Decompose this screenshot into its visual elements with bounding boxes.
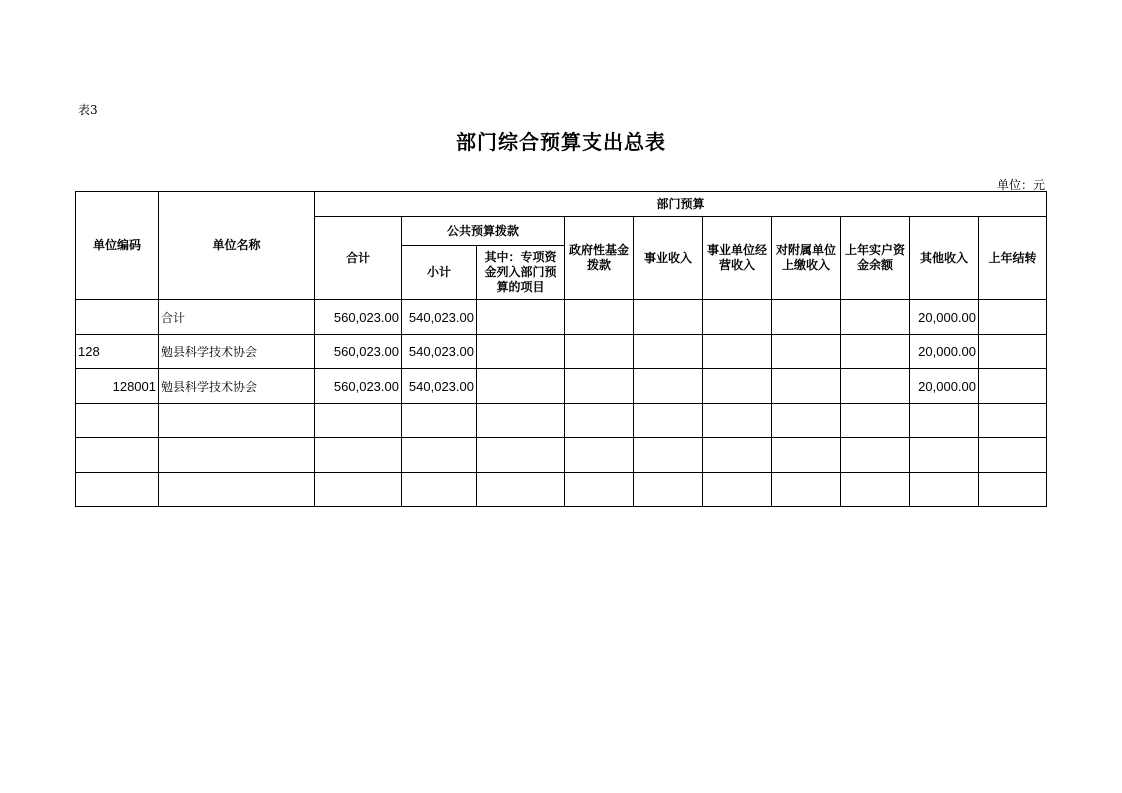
header-gov-fund: 政府性基金拨款 xyxy=(565,217,634,300)
header-business-income: 事业单位经营收入 xyxy=(703,217,772,300)
cell-subtotal: 540,023.00 xyxy=(402,369,477,404)
header-affiliate-income: 对附属单位上缴收入 xyxy=(772,217,841,300)
cell-empty xyxy=(634,300,703,335)
cell-empty xyxy=(772,369,841,404)
header-special-fund: 其中：专项资金列入部门预算的项目 xyxy=(477,246,565,300)
cell-empty xyxy=(703,335,772,369)
cell-name: 合计 xyxy=(159,300,315,335)
header-carryover: 上年结转 xyxy=(979,217,1047,300)
cell-subtotal: 540,023.00 xyxy=(402,335,477,369)
cell-name: 勉县科学技术协会 xyxy=(159,369,315,404)
cell-other-income: 20,000.00 xyxy=(910,369,979,404)
cell-code xyxy=(76,300,159,335)
cell-empty xyxy=(979,300,1047,335)
cell-code: 128 xyxy=(76,335,159,369)
budget-table xyxy=(75,191,1047,507)
cell-total: 560,023.00 xyxy=(315,369,402,404)
cell-empty xyxy=(841,335,910,369)
cell-empty xyxy=(634,335,703,369)
cell-total: 560,023.00 xyxy=(315,335,402,369)
cell-empty xyxy=(634,369,703,404)
cell-empty xyxy=(477,335,565,369)
cell-empty xyxy=(565,369,634,404)
cell-empty xyxy=(565,300,634,335)
header-dept-budget: 部门预算 xyxy=(315,192,1047,217)
cell-empty xyxy=(703,369,772,404)
cell-code: 128001 xyxy=(76,369,159,404)
cell-empty xyxy=(565,335,634,369)
header-other-income: 其他收入 xyxy=(910,217,979,300)
cell-empty xyxy=(703,300,772,335)
table-row xyxy=(76,369,1047,404)
unit-label: 单位：元 xyxy=(996,178,1045,192)
table-row-empty xyxy=(76,473,1047,507)
header-prior-balance: 上年实户资金余额 xyxy=(841,217,910,300)
cell-empty xyxy=(772,300,841,335)
cell-other-income: 20,000.00 xyxy=(910,300,979,335)
header-total: 合计 xyxy=(315,217,402,300)
table-row xyxy=(76,335,1047,369)
cell-empty xyxy=(772,335,841,369)
header-unit-name: 单位名称 xyxy=(159,192,315,300)
table-row-empty xyxy=(76,404,1047,438)
header-career-income: 事业收入 xyxy=(634,217,703,300)
header-subtotal: 小计 xyxy=(402,246,477,300)
cell-empty xyxy=(477,369,565,404)
cell-empty xyxy=(979,335,1047,369)
cell-total: 560,023.00 xyxy=(315,300,402,335)
cell-empty xyxy=(841,300,910,335)
header-unit-code: 单位编码 xyxy=(76,192,159,300)
page-title: 部门综合预算支出总表 xyxy=(456,130,666,154)
cell-empty xyxy=(477,300,565,335)
cell-empty xyxy=(841,369,910,404)
table-row xyxy=(76,300,1047,335)
cell-other-income: 20,000.00 xyxy=(910,335,979,369)
cell-name: 勉县科学技术协会 xyxy=(159,335,315,369)
header-public-budget: 公共预算拨款 xyxy=(402,217,565,246)
cell-empty xyxy=(979,369,1047,404)
table-number: 表3 xyxy=(78,103,98,117)
table-row-empty xyxy=(76,438,1047,473)
cell-subtotal: 540,023.00 xyxy=(402,300,477,335)
